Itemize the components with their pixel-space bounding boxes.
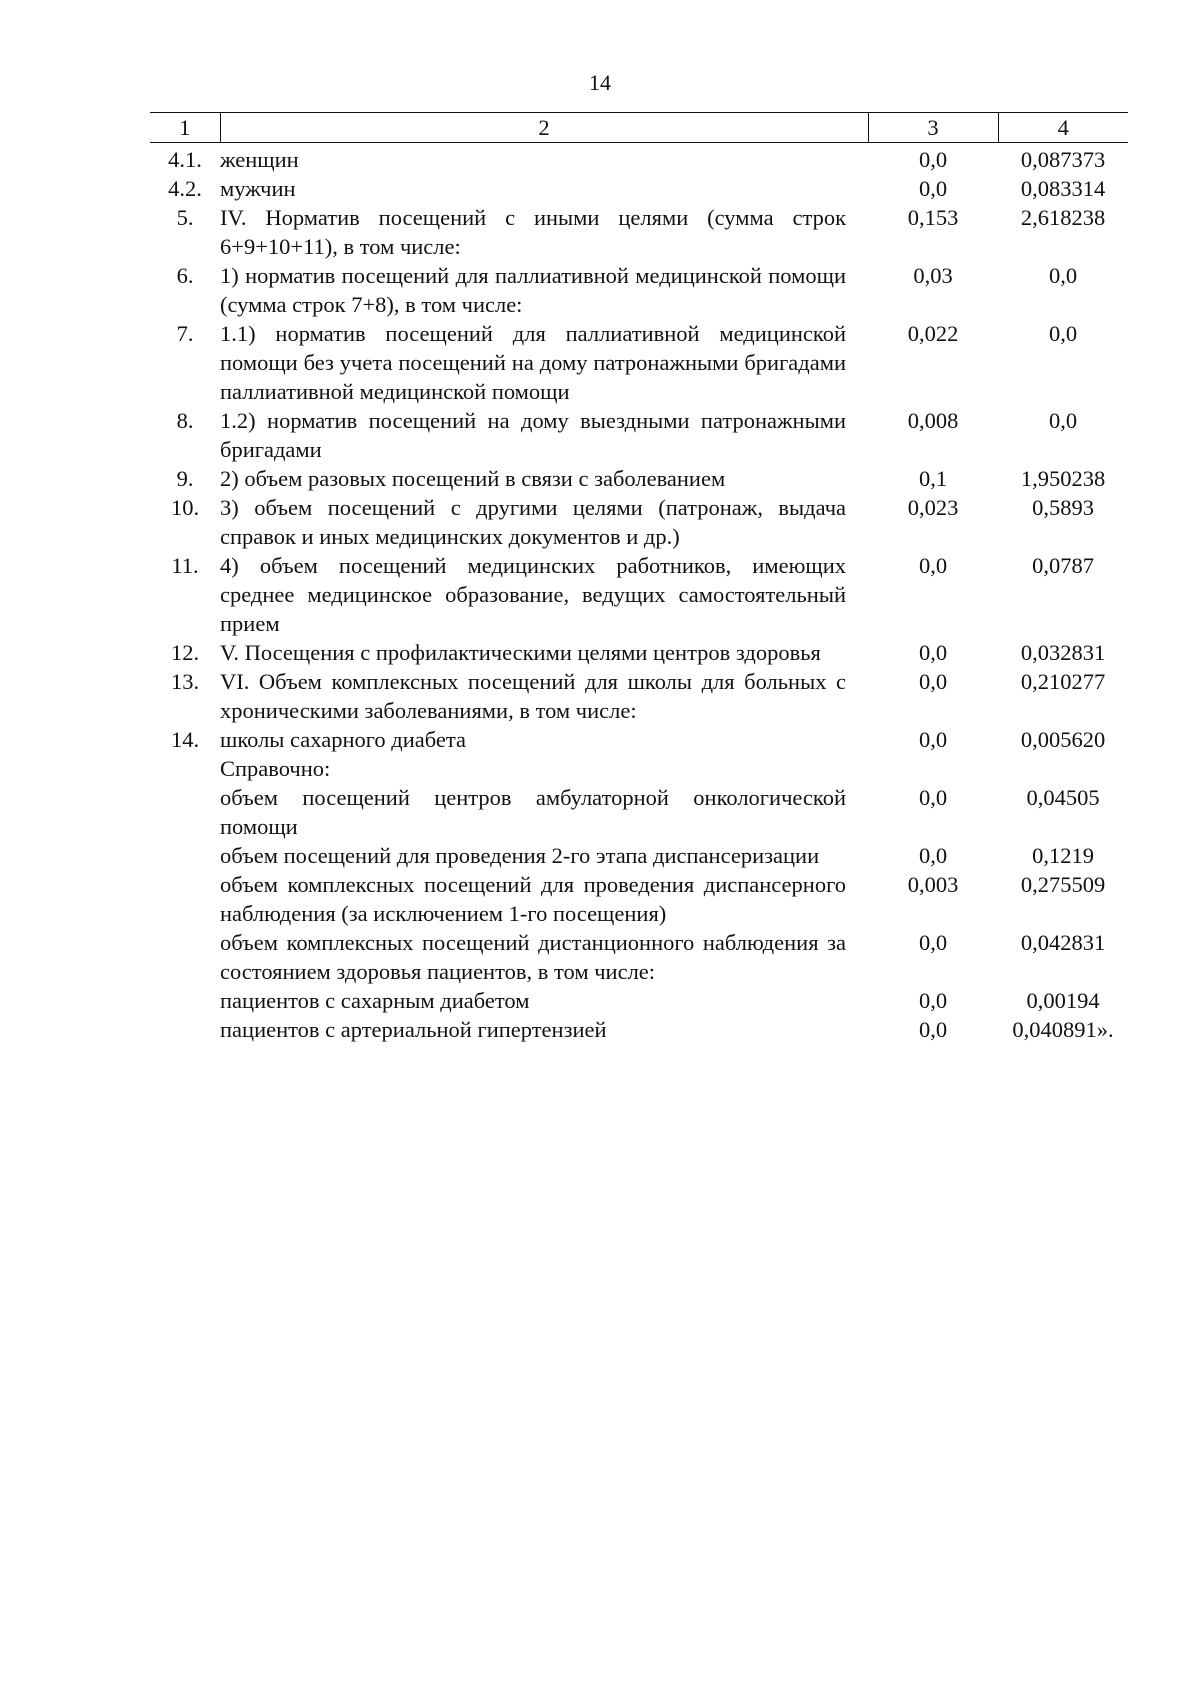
norms-table: [150, 112, 1128, 1044]
row-value-col4: 0,087373: [1020, 147, 1106, 172]
row-description: 3) объем посещений с другими целями (патронаж, выдача справок и иных медицинских документов и др.): [220, 495, 846, 549]
row-number: 4.2.: [168, 176, 202, 201]
row-value-col4: 0,083314: [1020, 176, 1106, 201]
row-value-col4: 0,0: [1048, 321, 1078, 346]
reference-description: объем комплексных посещений дистанционного наблюдения за состоянием здоровья пациентов, в том числе:: [220, 930, 846, 984]
row-value-col4: 0,5893: [1032, 495, 1094, 520]
row-number: 4.1.: [168, 147, 202, 172]
row-description: VI. Объем комплексных посещений для школы для больных с хроническими заболеваниями, в том числе:: [220, 669, 846, 723]
table-row: [150, 464, 1128, 493]
reference-description: объем посещений для проведения 2-го этапа диспансеризации: [220, 843, 820, 868]
row-value-col3: 0,0: [918, 640, 948, 665]
row-value-col4: 0,0: [1048, 263, 1078, 288]
reference-value-col4: 0,040891».: [1012, 1017, 1114, 1042]
row-number: 10.: [170, 495, 200, 520]
table-header-row: [150, 113, 1128, 143]
column-header-3: 3: [868, 113, 998, 143]
reference-row: [150, 841, 1128, 870]
reference-description: объем посещений центров амбулаторной онкологической помощи: [220, 785, 846, 839]
reference-row: [150, 928, 1128, 986]
reference-value-col3: 0,0: [918, 785, 948, 810]
row-number: 5.: [176, 205, 194, 230]
row-number: 7.: [176, 321, 194, 346]
row-number: 13.: [170, 669, 200, 694]
reference-value-col3: 0,003: [907, 872, 959, 897]
table-row: [150, 174, 1128, 203]
table-row: [150, 203, 1128, 261]
row-number: 8.: [176, 408, 194, 433]
column-header-4: 4: [998, 113, 1128, 143]
table-row: [150, 261, 1128, 319]
reference-description: объем комплексных посещений для проведения диспансерного наблюдения (за исключением 1-го посещения): [220, 872, 846, 926]
row-description: 4) объем посещений медицинских работников, имеющих среднее медицинское образование, ведущих самостоятельный прием: [220, 553, 846, 636]
row-description: 2) объем разовых посещений в связи с заболеванием: [220, 466, 726, 491]
row-value-col4: 1,950238: [1020, 466, 1106, 491]
reference-row: [150, 986, 1128, 1015]
row-number: 6.: [176, 263, 194, 288]
reference-value-col3: 0,0: [918, 1017, 948, 1042]
table-row: [150, 319, 1128, 406]
column-header-2: 2: [220, 113, 868, 143]
table-row: [150, 551, 1128, 638]
table-row: [150, 493, 1128, 551]
reference-value-col4: 0,275509: [1020, 872, 1106, 897]
row-description: V. Посещения с профилактическими целями центров здоровья: [220, 640, 821, 665]
row-number: 12.: [170, 640, 200, 665]
reference-value-col4: 0,00194: [1026, 988, 1100, 1013]
row-description: 1.1) норматив посещений для паллиативной медицинской помощи без учета посещений на дому патронажными бригадами паллиативной медицинской помощи: [220, 321, 846, 404]
reference-value-col4: 0,042831: [1020, 930, 1106, 955]
row-number: 9.: [176, 466, 194, 491]
row-value-col4: 0,032831: [1020, 640, 1106, 665]
reference-value-col3: 0,0: [918, 843, 948, 868]
row-description: 1.2) норматив посещений на дому выездными патронажными бригадами: [220, 408, 846, 462]
row-number: 11.: [171, 553, 199, 578]
row-value-col3: 0,03: [913, 263, 953, 288]
reference-heading: Справочно:: [220, 756, 331, 781]
row-description: IV. Норматив посещений с иными целями (сумма строк 6+9+10+11), в том числе:: [220, 205, 846, 259]
row-description: мужчин: [220, 176, 296, 201]
reference-value-col3: 0,0: [918, 988, 948, 1013]
table-row: [150, 638, 1128, 667]
reference-row: [150, 1015, 1128, 1044]
row-value-col4: 2,618238: [1020, 205, 1106, 230]
row-value-col4: 0,0787: [1032, 553, 1094, 578]
row-value-col3: 0,0: [918, 727, 948, 752]
row-value-col3: 0,0: [918, 553, 948, 578]
row-value-col3: 0,0: [918, 176, 948, 201]
table-row: [150, 406, 1128, 464]
reference-row: [150, 783, 1128, 841]
reference-description: пациентов с сахарным диабетом: [220, 988, 530, 1013]
reference-value-col3: 0,0: [918, 930, 948, 955]
reference-heading-row: [150, 754, 1128, 783]
row-value-col3: 0,022: [907, 321, 959, 346]
table-row: [150, 667, 1128, 725]
row-number: 14.: [170, 727, 200, 752]
reference-row: [150, 870, 1128, 928]
row-value-col3: 0,0: [918, 669, 948, 694]
row-description: женщин: [220, 147, 299, 172]
reference-description: пациентов с артериальной гипертензией: [220, 1017, 607, 1042]
table-row: [150, 725, 1128, 754]
row-value-col4: 0,0: [1048, 408, 1078, 433]
row-value-col3: 0,008: [907, 408, 959, 433]
row-value-col4: 0,210277: [1020, 669, 1106, 694]
row-description: 1) норматив посещений для паллиативной медицинской помощи (сумма строк 7+8), в том числе:: [220, 263, 846, 317]
row-value-col3: 0,0: [918, 147, 948, 172]
column-header-1: 1: [150, 113, 220, 143]
page-number: 14: [589, 70, 611, 95]
row-value-col3: 0,153: [907, 205, 959, 230]
table-row: [150, 143, 1128, 175]
reference-value-col4: 0,1219: [1032, 843, 1094, 868]
row-description: школы сахарного диабета: [220, 727, 467, 752]
row-value-col3: 0,023: [907, 495, 959, 520]
reference-value-col4: 0,04505: [1026, 785, 1100, 810]
row-value-col4: 0,005620: [1020, 727, 1106, 752]
row-value-col3: 0,1: [918, 466, 948, 491]
